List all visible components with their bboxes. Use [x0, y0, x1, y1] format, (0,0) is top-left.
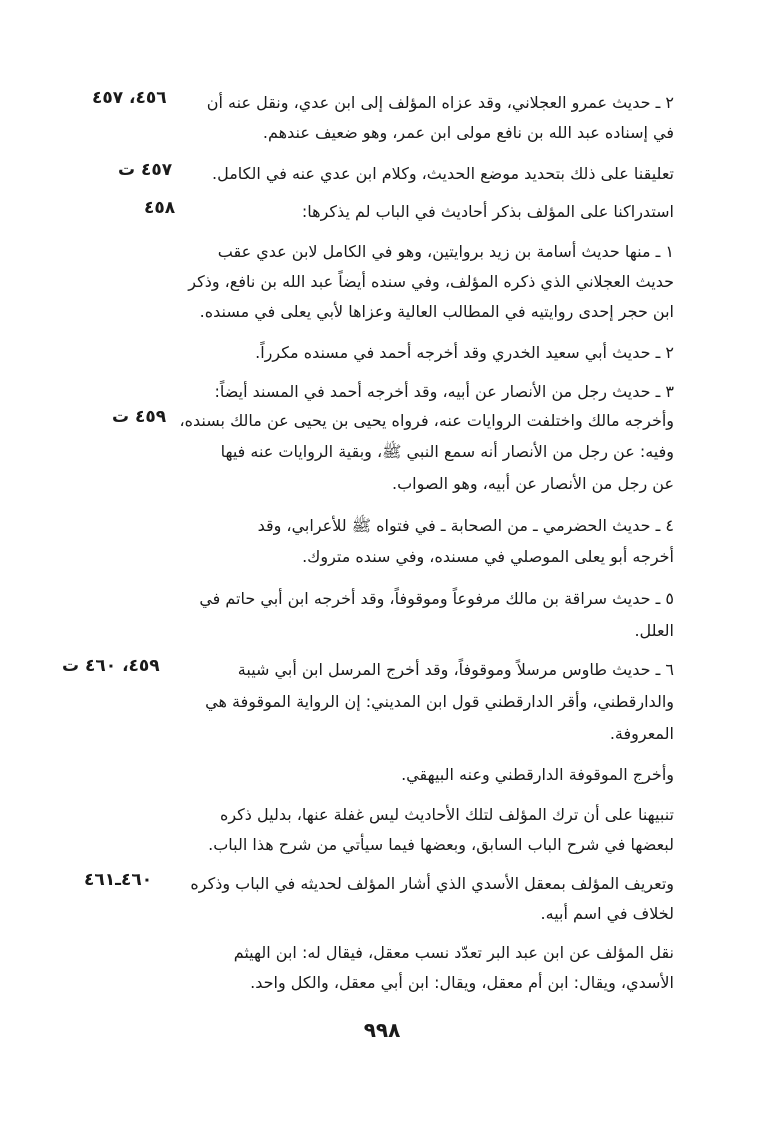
text-line: ٥ ـ حديث سراقة بن مالك مرفوعاً وموقوفاً، وقد أخرجه ابن أبي حاتم في [199, 589, 674, 608]
text-line: المعروفة. [609, 724, 674, 743]
text-line: حديث العجلاني الذي ذكره المؤلف، وفي سنده أيضاً عبد الله بن نافع، وذكر [188, 272, 674, 291]
text-line: وأخرج الموقوفة الدارقطني وعنه البيهقي. [401, 765, 674, 784]
margin-reference: ٤٥٩ ت [112, 407, 167, 427]
margin-reference: ٤٥٧ ت [118, 160, 173, 180]
text-line: وأخرجه مالك واختلفت الروايات عنه، فرواه يحيى بن يحيى عن مالك بسنده، [179, 411, 674, 430]
margin-reference: ٤٦٠ـ٤٦١ [84, 870, 153, 890]
text-line: ٢ ـ حديث أبي سعيد الخدري وقد أخرجه أحمد في مسنده مكرراً. [255, 343, 674, 362]
text-line: ١ ـ منها حديث أسامة بن زيد بروايتين، وهو في الكامل لابن عدي عقب [217, 242, 674, 261]
text-line: وفيه: عن رجل من الأنصار أنه سمع النبي ﷺ، وبقية الروايات عنه فيها [220, 442, 674, 461]
text-line: والدارقطني، وأقر الدارقطني قول ابن المديني: إن الرواية الموقوفة هي [205, 692, 674, 711]
page-number: ٩٩٨ [363, 1018, 401, 1042]
text-line: ٦ ـ حديث طاوس مرسلاً وموقوفاً، وقد أخرج المرسل ابن أبي شيبة [237, 660, 674, 679]
text-line: ٢ ـ حديث عمرو العجلاني، وقد عزاه المؤلف إلى ابن عدي، ونقل عنه أن [206, 93, 674, 112]
text-line: أخرجه أبو يعلى الموصلي في مسنده، وفي سنده متروك. [302, 547, 674, 566]
margin-reference: ٤٥٦، ٤٥٧ [92, 88, 167, 108]
text-line: ٣ ـ حديث رجل من الأنصار عن أبيه، وقد أخرجه أحمد في المسند أيضاً: [214, 382, 674, 401]
text-line: تعليقنا على ذلك بتحديد موضع الحديث، وكلام ابن عدي عنه في الكامل. [212, 164, 674, 183]
margin-reference: ٤٥٩، ٤٦٠ ت [62, 656, 160, 676]
margin-reference: ٤٥٨ [144, 198, 176, 218]
text-line: تنبيهنا على أن ترك المؤلف لتلك الأحاديث ليس غفلة عنها، بدليل ذكره [219, 805, 674, 824]
text-line: عن رجل من الأنصار عن أبيه، وهو الصواب. [392, 474, 674, 493]
text-line: استدراكنا على المؤلف بذكر أحاديث في الباب لم يذكرها: [301, 202, 674, 221]
text-line: وتعريف المؤلف بمعقل الأسدي الذي أشار المؤلف لحديثه في الباب وذكره [190, 874, 674, 893]
text-line: في إسناده عبد الله بن نافع مولى ابن عمر، وهو ضعيف عندهم. [262, 123, 674, 142]
text-line: نقل المؤلف عن ابن عبد البر تعدّد نسب معقل، فيقال له: ابن الهيثم [233, 943, 674, 962]
text-line: ٤ ـ حديث الحضرمي ـ من الصحابة ـ في فتواه ﷺ للأعرابي، وقد [257, 516, 674, 535]
text-line: لبعضها في شرح الباب السابق، وبعضها فيما سيأتي من شرح هذا الباب. [208, 835, 674, 854]
text-line: العلل. [634, 621, 674, 640]
text-line: لخلاف في اسم أبيه. [540, 904, 674, 923]
text-line: ابن حجر إحدى روايتيه في المطالب العالية وعزاها لأبي يعلى في مسنده. [199, 302, 674, 321]
text-line: الأسدي، ويقال: ابن أم معقل، ويقال: ابن أبي معقل، والكل واحد. [250, 973, 674, 992]
